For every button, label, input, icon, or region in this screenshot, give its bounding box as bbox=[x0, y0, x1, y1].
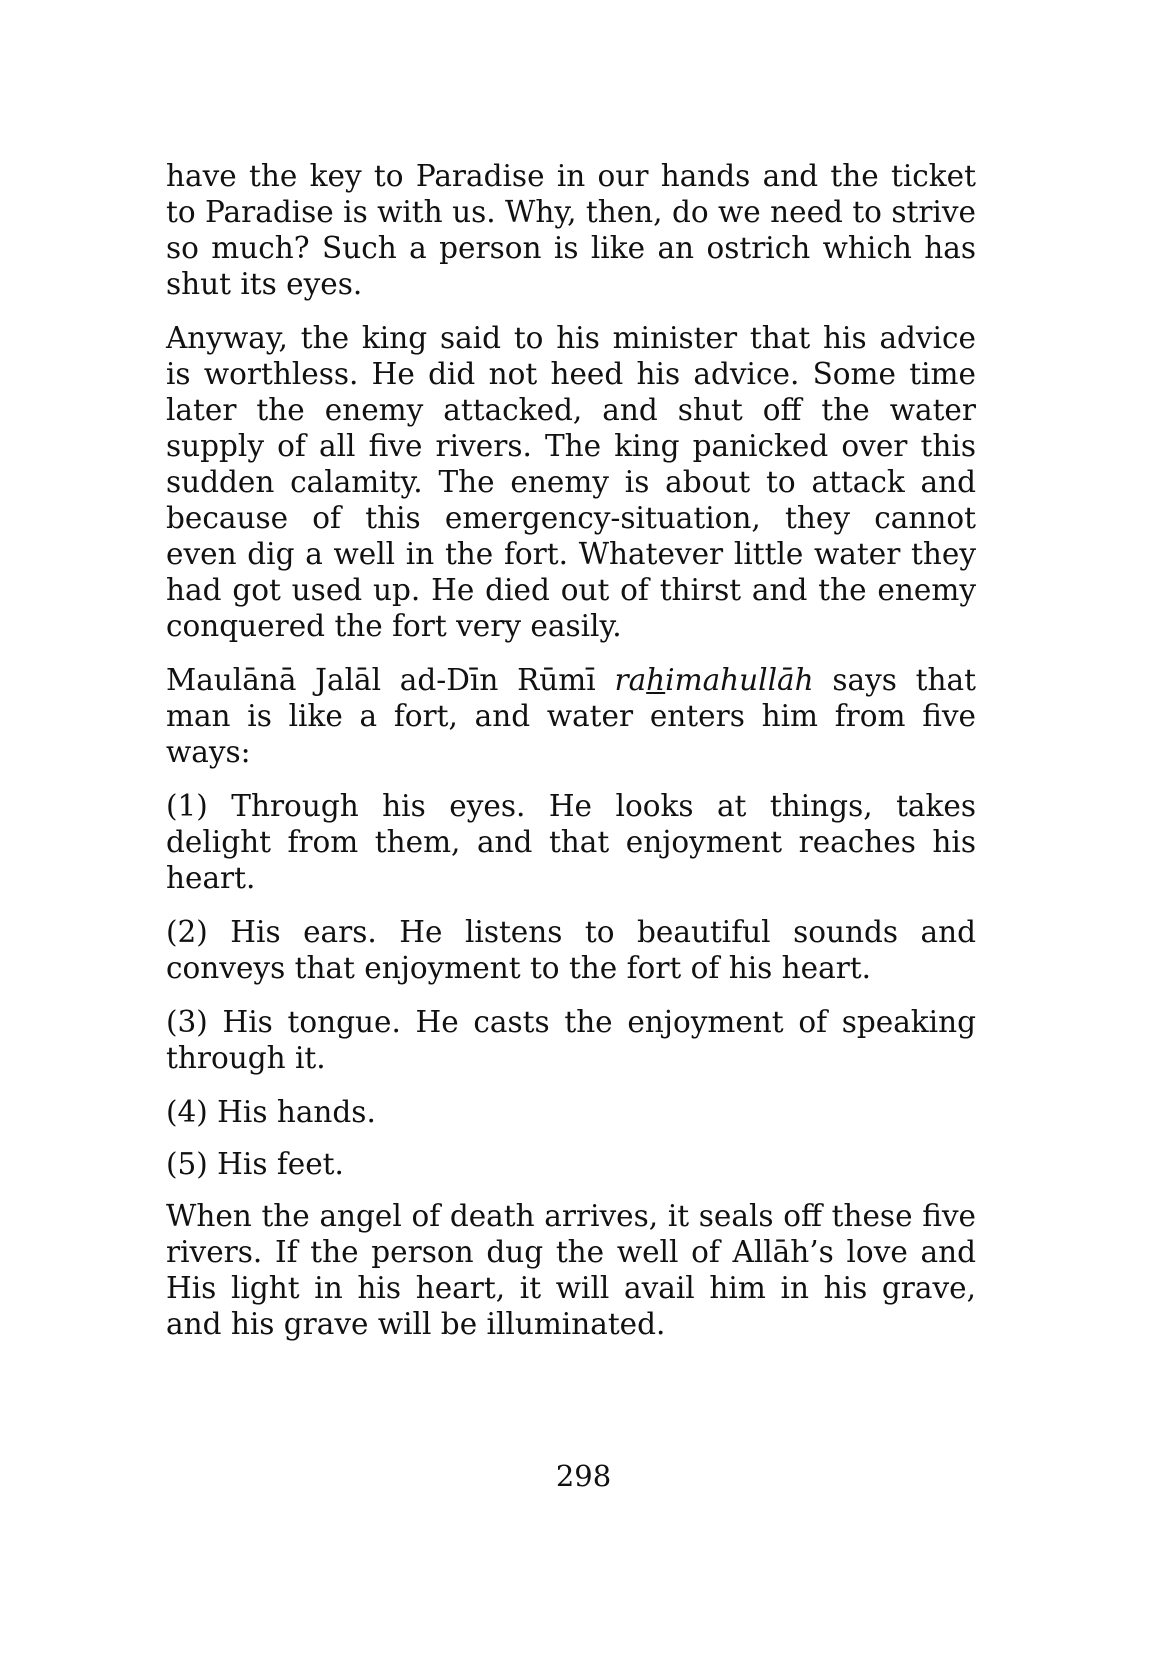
honorific-term: rahimahullāh bbox=[614, 663, 814, 697]
list-item-ears: (2) His ears. He listens to beautiful sounds and conveys that enjoyment to the fort of his heart. bbox=[166, 915, 976, 985]
rumi-rest-text: says that man is like a fort, and water enters him from five ways: bbox=[166, 663, 976, 769]
paragraph-angel-of-death: When the angel of death arrives, it seals off these five rivers. If the person dug the well of Allāh’s love and His light in his heart, it will avail him in his grave, and his grave will be illuminated. bbox=[166, 1199, 976, 1341]
list-item-hands: (4) His hands. bbox=[166, 1095, 376, 1129]
paragraph-ostrich: have the key to Paradise in our hands and the ticket to Paradise is with us. Why, then, do we need to strive so much? Such a person is like an ostrich which has shut its eyes. bbox=[166, 159, 976, 301]
rumi-intro-text: Maulānā Jalāl ad-Dīn Rūmī bbox=[166, 663, 615, 697]
paragraph-king-minister: Anyway, the king said to his minister that his advice is worthless. He did not heed his advice. Some time later the enemy attacked, and shut off the water supply of all five rivers. The king panicked over this sudden calamity. The enemy is about to attack and because of this emergency-situation, they cannot even dig a well in the fort. Whatever little water they had got used up. He died out of thirst and the enemy conquered the fort very easily. bbox=[166, 321, 976, 643]
list-item-feet: (5) His feet. bbox=[166, 1147, 344, 1181]
page-number: 298 bbox=[555, 1459, 612, 1493]
list-item-tongue: (3) His tongue. He casts the enjoyment of speaking through it. bbox=[166, 1005, 976, 1075]
body-text bbox=[166, 158, 976, 1360]
list-item-eyes: (1) Through his eyes. He looks at things, takes delight from them, and that enjoyment reaches his heart. bbox=[166, 789, 976, 895]
paragraph-rumi bbox=[166, 662, 976, 770]
